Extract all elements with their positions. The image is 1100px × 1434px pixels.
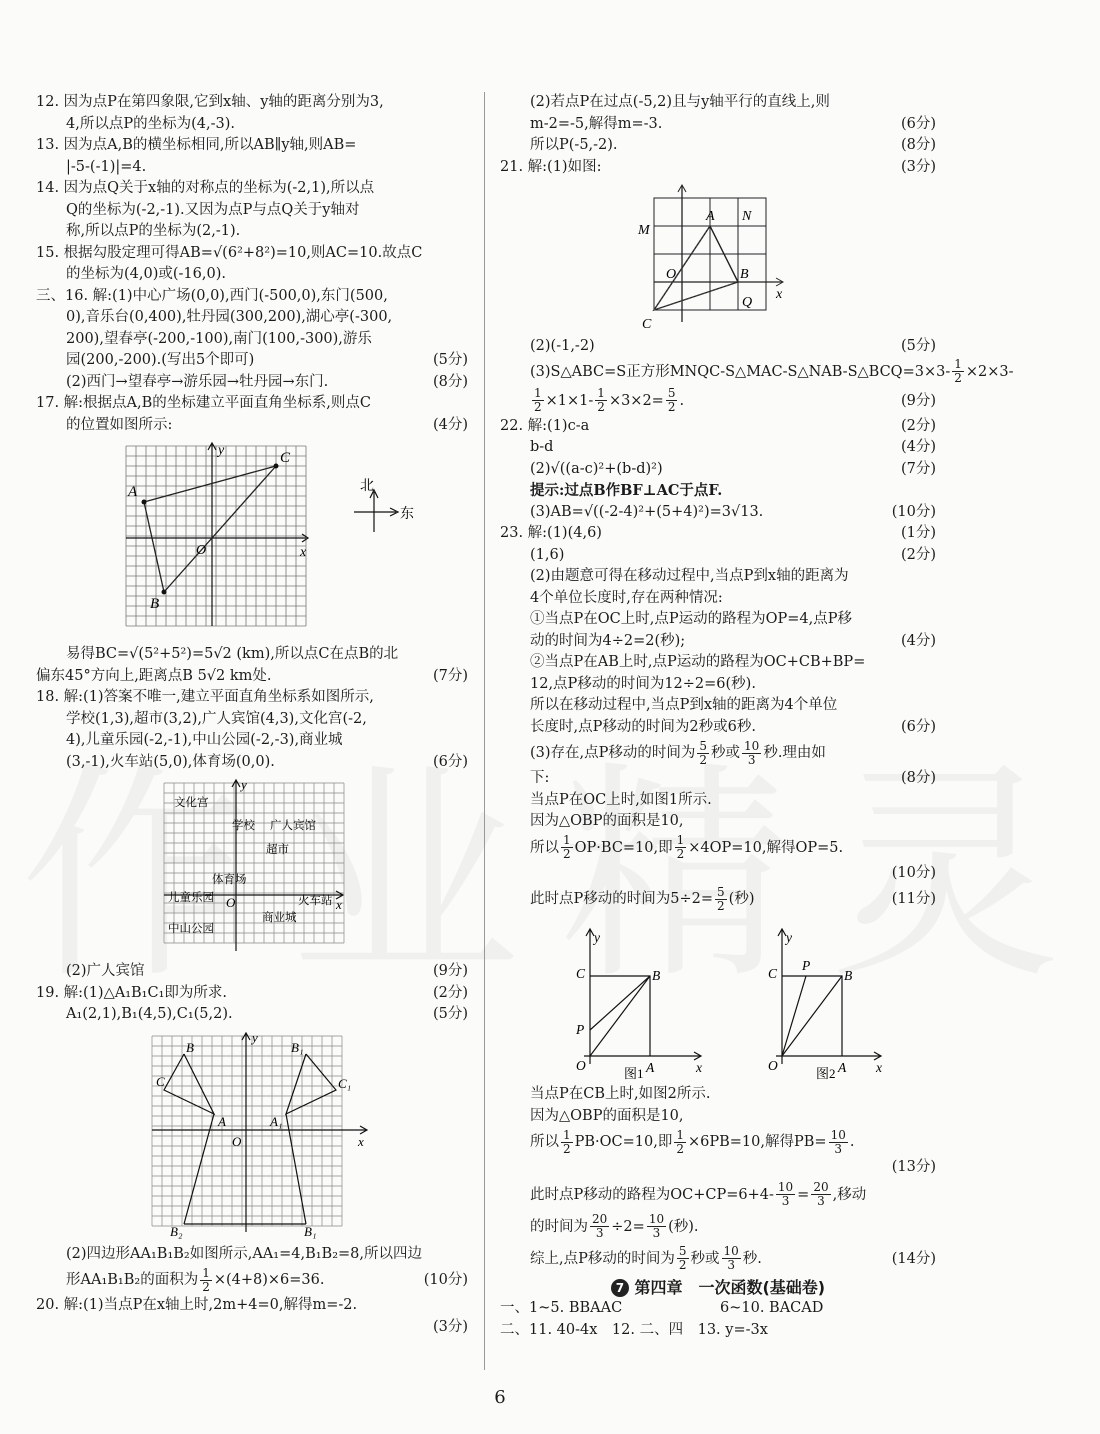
text: (秒). [668,1218,699,1235]
page-number: 6 [494,1387,506,1408]
text-line: (2)若点P在过点(-5,2)且与y轴平行的直线上,则 [530,94,830,110]
text-line: 提示:过点B作BF⊥AC于点F. [530,482,723,499]
label-b1: B₁ [291,1039,304,1055]
text-line [500,768,936,790]
denominator: 2 [699,752,708,767]
fraction [952,358,964,385]
label-culture: 文化宫 [174,797,209,809]
numerator: 10 [777,1180,794,1194]
figure-q19-grid [36,1030,468,1240]
text-line: $\frac{1}{2}$ ×1×1- $\frac{1}{2}$ ×3×2= $\frac{5}{2}$ . (9分) [534,386,936,414]
fig2-y: y [786,930,792,945]
text: 所以 [530,839,559,856]
fig2-caption: 图2 [816,1066,836,1081]
text-line [500,545,936,567]
denominator: 2 [597,400,605,414]
label-x: x [336,897,342,912]
question-21 [500,157,1014,416]
text-line [36,1004,468,1026]
column-divider [484,92,485,1370]
label-o: O [232,1133,242,1149]
text: 偏东45°方向上,距离点B 5√2 km处. [36,667,272,684]
denominator: 2 [667,400,676,414]
fraction [811,1181,830,1208]
fig1-p: P [576,1022,585,1037]
label-east: 东 [400,507,414,522]
text-line: 因为△OBP的面积是10, [530,1107,684,1124]
fig1-c: C [576,966,586,981]
score: (10分) [423,1272,468,1288]
text: OP·BC=10,即 [574,839,673,856]
numerator: 10 [723,1244,739,1258]
numerator: 1 [954,357,962,371]
text: 所以 [530,1134,559,1150]
score: (8分) [900,770,936,786]
label-school: 学校 [232,820,255,832]
numerator: 5 [678,1244,687,1258]
text-line [36,961,468,983]
denominator: 3 [817,1194,825,1208]
answers-choice-2: 6~10. BACAD [720,1300,824,1316]
score: (13分) [891,1159,936,1175]
text-line: 4),儿童乐园(-2,-1),中山公园(-2,-3),商业城 [66,732,343,748]
numerator: 1 [676,833,685,847]
text-line: 三、16. 解:(1)中心广场(0,0),西门(-500,0),东门(500, [36,287,388,304]
text: A₁(2,1),B₁(4,5),C₁(5,2). [66,1006,233,1022]
label-a1: A₁ [270,1113,283,1129]
text-line [500,1179,936,1211]
score: (5分) [432,1006,468,1022]
fig2-a: A [838,1060,847,1075]
text-line: (2)由题意可得在移动过程中,当点P到x轴的距离为 [530,568,849,584]
text: (3)S△ABC=S正方形MNQC-S△MAC-S△NAB-S△BCQ=3×3- [530,363,951,380]
denominator: 3 [595,1226,604,1240]
text: 的时间为 [530,1218,588,1235]
text: 长度时,点P移动的时间为2秒或6秒. [530,718,756,735]
label-a: A [128,484,138,500]
text-line [500,157,936,179]
text: 秒.理由如 [763,745,826,761]
text: (1,6) [530,546,565,563]
text-line: 12. 因为点P在第四象限,它到x轴、y轴的距离分别为3, [36,94,384,110]
figure-q18-map [36,777,468,957]
question-13 [36,135,468,178]
label-b: B [186,1039,194,1055]
text: (2)(-1,-2) [530,338,595,354]
text: 此时点P移动的时间为5÷2= [530,891,714,907]
text: 22. 解:(1)c-a [500,417,590,434]
question-19 [36,983,468,1296]
numerator: 1 [676,1127,684,1142]
text: m-2=-5,解得m=-3. [530,115,663,132]
label-c1: C₁ [338,1075,352,1091]
score: (4分) [900,632,936,649]
text: PB·OC=10,即 [574,1134,673,1150]
label-c: C [156,1073,165,1089]
text-line [500,1298,936,1320]
text-line [500,738,936,768]
figure-q21-grid [500,182,936,332]
answers-choice-1: 一、1~5. BBAAC [500,1300,623,1316]
label-stadium: 体育场 [212,874,247,886]
text-line: 17. 解:根据点A,B的坐标建立平面直角坐标系,则点C [36,395,371,411]
text-line: 因为△OBP的面积是10, [530,813,684,829]
fig1-y: y [594,930,600,945]
text: 动的时间为4÷2=2(秒); [530,632,686,649]
text: (3)AB=√((-2-4)²+(5+4)²)=3√13. [530,503,764,520]
denominator: 2 [676,847,685,861]
denominator: 2 [563,847,571,861]
text-line [500,884,936,914]
fraction [561,1129,573,1156]
numerator: 20 [592,1212,608,1226]
text-line: 所以 $\frac{1}{2}$ PB·OC=10,即 $\frac{1}{2}$ ×6PB=10,解得PB= $\frac{10}{3}$ . [530,1127,855,1156]
label-a: A [218,1113,226,1129]
text: (3,-1),火车站(5,0),体育场(0,0). [66,753,275,770]
numerator: 10 [830,1127,846,1142]
numerator: 1 [563,833,571,847]
numerator: 1 [597,386,605,400]
text-line: 13. 因为点A,B的横坐标相同,所以AB∥y轴,则AB= [36,137,357,153]
score: (6分) [432,753,468,770]
text-line [36,350,468,372]
text-line [500,357,1014,386]
text-line: Q的坐标为(-2,-1).又因为点P与点Q关于y轴对 [66,201,360,218]
score: (5分) [900,338,936,354]
label-x: x [300,545,307,560]
text: 综上,点P移动的时间为 [530,1250,675,1267]
text-line [500,833,936,863]
question-12 [36,92,468,135]
label-c: C [642,317,652,332]
text: 园(200,-200).(写出5个即可) [66,352,255,368]
fig2-c: C [768,966,778,981]
chapter-number-icon: 7 [611,1279,629,1297]
point-b [162,590,167,595]
label-b1-bottom: B₁ [304,1223,317,1239]
label-o: O [666,267,677,282]
score: (10分) [891,503,936,520]
text: 23. 解:(1)(4,6) [500,525,602,541]
question-20 [36,1295,468,1338]
score: (4分) [900,439,936,455]
text-line [500,523,936,545]
numerator: 5 [699,738,708,753]
right-column [500,92,1014,1341]
numerator: 10 [744,738,760,753]
label-mall: 商业城 [262,912,297,924]
numerator: 1 [563,1127,571,1142]
numerator: 1 [534,386,542,400]
score: (8分) [432,373,468,390]
score: (1分) [900,525,936,541]
text: (2)西门→望春亭→游乐园→牡丹园→东门. [66,373,329,390]
chapter-heading [500,1277,936,1299]
fraction [666,387,678,414]
text: 秒或 [690,1250,720,1267]
label-hotel: 广人宾馆 [270,820,316,832]
text-line: ②当点P在AB上时,点P运动的路程为OC+CB+BP= [530,654,866,670]
text: ×2×3- [965,363,1014,380]
text-line: 14. 因为点Q关于x轴的对称点的坐标为(-2,1),所以点 [36,180,375,196]
question-15 [36,243,468,286]
label-o: O [226,895,236,910]
text: ×4OP=10,解得OP=5. [688,839,844,856]
score: (3分) [432,1318,468,1335]
label-c: C [280,450,291,466]
denominator: 3 [727,1258,735,1272]
text-line [500,416,936,438]
text: (秒) [728,891,755,907]
denominator: 2 [534,400,542,414]
text-line: |-5-(-1)|=4. [66,158,147,175]
text-line [500,1211,936,1243]
score: (6分) [900,115,936,132]
text-line: 学校(1,3),超市(3,2),广人宾馆(4,3),文化宫(-2, [66,710,367,727]
label-a: A [706,209,715,224]
fraction [715,886,727,913]
text: b-d [530,439,554,455]
score: (9分) [900,392,936,409]
text-line [500,459,936,481]
score: (2分) [900,417,936,434]
text-line: 4个单位长度时,存在两种情况: [530,589,723,606]
text: 此时点P移动的路程为OC+CP=6+4- [530,1186,774,1203]
label-o: O [196,543,207,558]
score: (9分) [432,963,468,979]
figure-q17-grid [36,440,468,640]
denominator: 2 [678,1258,687,1272]
label-y: y [241,777,247,792]
numerator: 1 [202,1265,210,1280]
score: (4分) [432,416,468,433]
fraction [595,387,607,414]
text-line: 15. 根据勾股定理可得AB=√(6²+8²)=10,则AC=10.故点C [36,244,423,261]
text-line: 所以在移动过程中,当点P到x轴的距离为4个单位 [530,697,838,713]
fraction [561,834,573,861]
text-line [36,1265,468,1295]
fraction [829,1129,848,1156]
text: 的位置如图所示: [66,416,173,433]
left-column [36,92,468,1338]
text: 形AA₁B₁B₂的面积为 [66,1272,199,1288]
point-c [274,464,279,469]
score: (5分) [432,352,468,368]
fraction [677,1245,689,1272]
fraction [590,1213,609,1240]
label-q: Q [742,295,753,310]
denominator: 3 [652,1226,661,1240]
text-line: 20. 解:(1)当点P在x轴上时,2m+4=0,解得m=-2. [36,1297,358,1313]
fraction [697,740,709,767]
text-line [500,717,936,739]
text-line [36,415,468,437]
fraction [722,1245,741,1272]
text-line: 200),望春亭(-200,-100),南门(100,-300),游乐 [66,330,372,347]
text-line [500,114,936,136]
chapter-title: 第四章 一次函数(基础卷) [634,1277,826,1297]
figure-q23 [500,918,936,1080]
label-x: x [358,1133,364,1149]
text-line [500,1157,936,1179]
text-line [36,372,468,394]
text: ×1×1- [545,392,594,409]
text-line [500,437,936,459]
denominator: 2 [676,1141,684,1156]
text: ,移动 [832,1186,867,1203]
text-line [36,1317,468,1339]
text-line: 当点P在CB上时,如图2所示. [530,1086,711,1102]
fraction [532,387,544,414]
score: (3分) [900,158,936,175]
label-b: B [740,267,749,282]
text-line: 12,点P移动的时间为12÷2=6(秒). [530,675,756,692]
text-line [500,1243,936,1275]
point-a [142,500,147,505]
text: 21. 解:(1)如图: [500,158,602,175]
text-line: ①当点P在OC上时,点P运动的路程为OP=4,点P移 [530,611,852,627]
text-line: 二、11. 40-4x 12. 二、四 13. y=-3x [500,1321,768,1338]
score: (7分) [432,667,468,684]
numerator: 20 [813,1180,829,1194]
fig1-o: O [576,1058,586,1073]
text-line [500,863,936,885]
text-line: 18. 解:(1)答案不唯一,建立平面直角坐标系如图所示, [36,689,374,705]
score: (2分) [900,546,936,563]
text-line: 当点P在OC上时,如图1所示. [530,791,712,808]
denominator: 3 [834,1141,843,1156]
label-y: y [218,443,225,458]
text-line: 4,所以点P的坐标为(4,-3). [66,115,235,132]
question-16 [36,286,468,394]
text-line: 的坐标为(4,0)或(-16,0). [66,266,226,282]
fig1-b: B [652,968,661,983]
fraction [200,1267,212,1294]
text-line [500,135,936,157]
fig1-caption: 图1 [624,1066,644,1081]
denominator: 2 [202,1279,210,1294]
numerator: 10 [648,1212,665,1226]
text: 秒. [742,1250,762,1267]
question-14 [36,178,468,243]
question-20-part2 [500,92,936,157]
text: (2)广人宾馆 [66,963,145,979]
fraction [776,1181,795,1208]
fig2-x: x [876,1060,882,1075]
text: ×6PB=10,解得PB= [688,1134,827,1150]
fig2-b: B [844,968,853,983]
question-18 [36,687,468,983]
label-b2: B₂ [170,1223,183,1239]
score: (11分) [891,891,936,907]
question-17 [36,393,468,687]
label-b: B [150,596,160,612]
text: (2)√((a-c)²+(b-d)²) [530,460,663,477]
label-station: 火车站 [298,895,333,907]
label-m: M [638,223,650,238]
text-line [500,336,936,358]
denominator: 2 [563,1141,571,1156]
denominator: 2 [954,371,962,385]
fig1-x: x [696,1060,702,1075]
label-park: 中山公园 [168,923,214,935]
fraction [742,740,761,767]
text-line [500,502,936,524]
score: (6分) [900,718,936,735]
text-line: 0),音乐台(0,400),牡丹园(300,200),湖心亭(-300, [66,309,393,325]
fig1-a: A [646,1060,655,1075]
fraction [674,1129,686,1156]
text: 下: [530,770,550,786]
text-line [36,752,468,774]
score: (14分) [891,1250,936,1267]
denominator: 2 [717,898,725,913]
text: ÷2= [611,1218,645,1235]
text: (3)存在,点P移动的时间为 [530,745,696,761]
text-line: 称,所以点P的坐标为(2,-1). [66,223,241,239]
text-line [500,631,936,653]
text: = [797,1186,810,1203]
denominator: 3 [781,1194,790,1208]
label-kids: 儿童乐园 [168,892,214,904]
numerator: 5 [667,386,676,400]
question-22 [500,416,936,524]
text-line [36,983,468,1005]
numerator: 5 [717,884,725,899]
fig2-o: O [768,1058,778,1073]
text-line [36,666,468,688]
label-n: N [742,209,752,224]
question-23 [500,523,936,1275]
text-line: 易得BC=√(5²+5²)=5√2 (km),所以点C在点B的北 [66,646,399,662]
label-y: y [252,1029,258,1045]
text: 所以P(-5,-2). [530,137,618,153]
score: (8分) [900,137,936,153]
fraction [675,834,687,861]
score: (7分) [900,460,936,477]
label-x: x [776,287,783,302]
fraction [647,1213,666,1240]
label-market: 超市 [266,844,289,856]
text: ×(4+8)×6=36. [213,1272,325,1288]
denominator: 3 [747,752,756,767]
label-north: 北 [360,479,374,494]
text: 19. 解:(1)△A₁B₁C₁即为所求. [36,984,228,1001]
score: (10分) [891,864,936,881]
score: (2分) [432,984,468,1001]
text: 秒或 [711,745,741,761]
fig2-p: P [802,958,811,973]
text: ×3×2= [608,392,664,409]
text-line: (2)四边形AA₁B₁B₂如图所示,AA₁=4,B₁B₂=8,所以四边 [66,1245,422,1262]
